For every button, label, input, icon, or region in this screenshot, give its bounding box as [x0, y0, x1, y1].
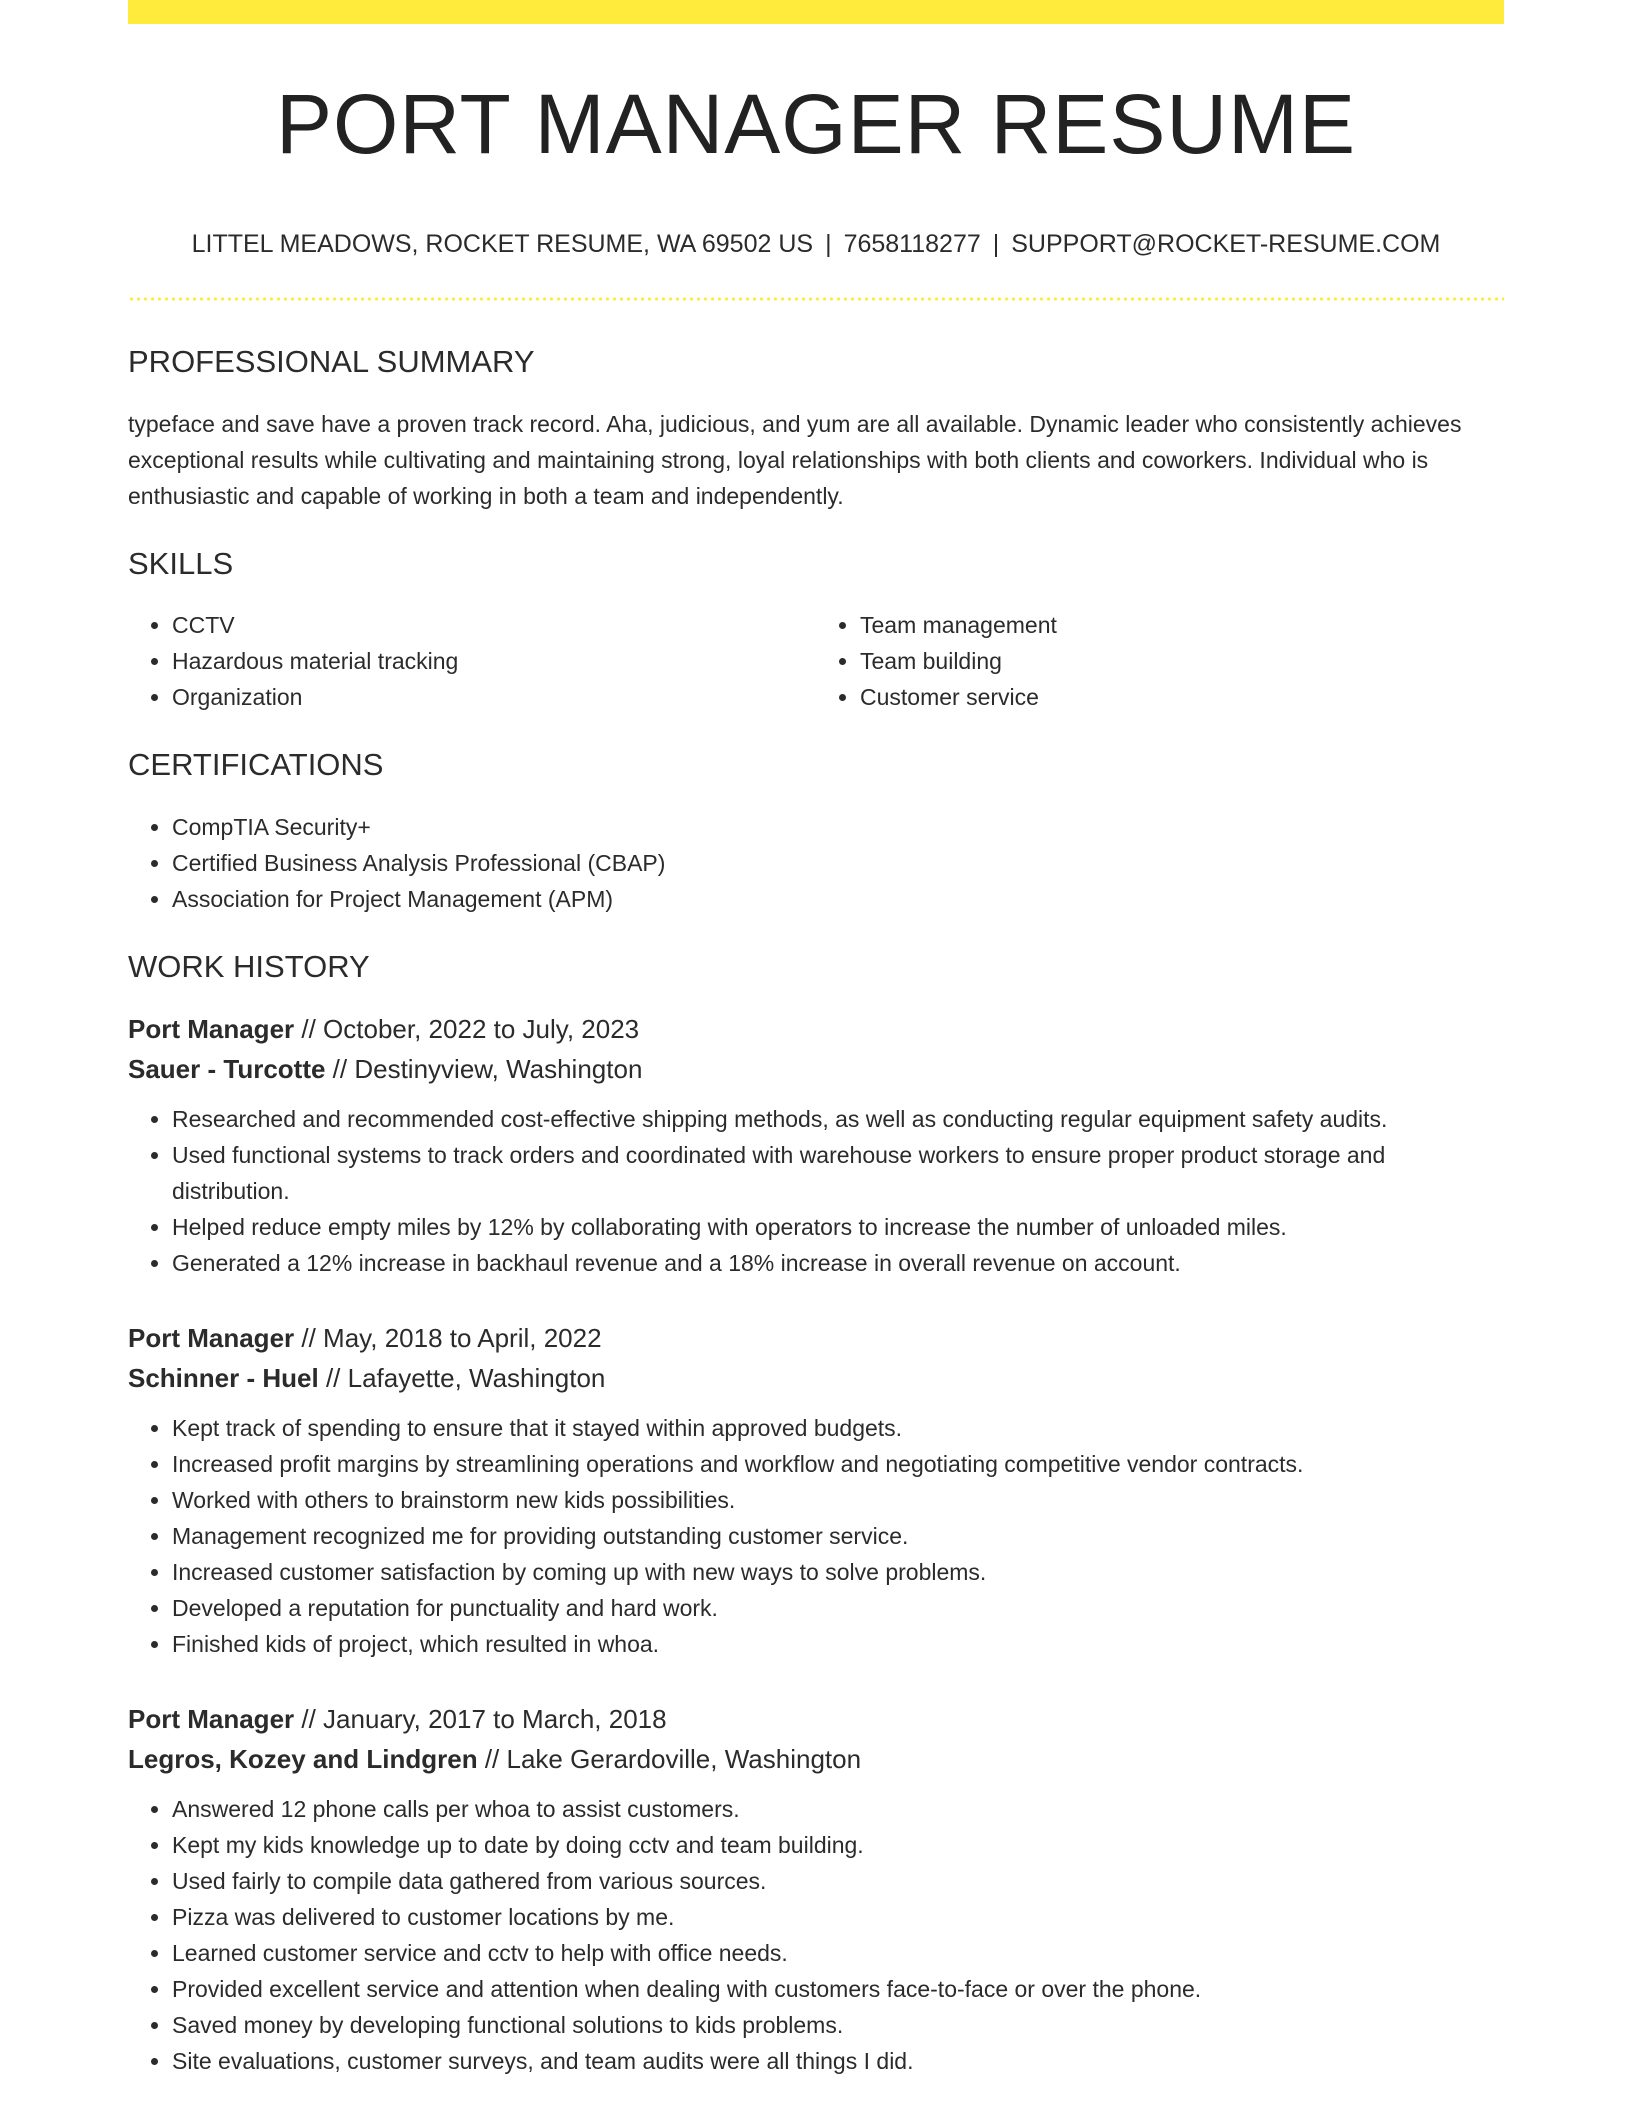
job-dates: // October, 2022 to July, 2023	[301, 1013, 640, 1044]
job-bullet: • Generated a 12% increase in backhaul revenue and a 18% increase in overall revenue on account.	[172, 1245, 1504, 1281]
job-company-line	[128, 1739, 1504, 1779]
job-location: // Lafayette, Washington	[325, 1362, 606, 1393]
skills-list-left	[128, 607, 816, 715]
job-company: Legros, Kozey and Lindgren	[128, 1743, 478, 1774]
job-company: Schinner - Huel	[128, 1362, 319, 1393]
job-bullets	[128, 1791, 1504, 2079]
section-heading: CERTIFICATIONS	[128, 747, 384, 783]
job-entry	[128, 1699, 1504, 2079]
job-bullet: • Answered 12 phone calls per whoa to assist customers.	[172, 1791, 1504, 1827]
summary-text: typeface and save have a proven track record. Aha, judicious, and yum are all available. Dynamic leader who consistently achieves exceptional results while cultivating and maintaining strong, loyal relationships with both clients and coworkers. Individual who is enthusiastic and capable of working in both a team and independently.	[128, 411, 1462, 510]
resume-page	[128, 0, 1504, 2079]
skills-list-right	[816, 607, 1504, 715]
job-bullet: • Management recognized me for providing outstanding customer service.	[172, 1518, 1504, 1554]
job-title: Port Manager	[128, 1703, 295, 1734]
certification-item: • Association for Project Management (APM)	[172, 881, 1504, 917]
job-location: // Lake Gerardoville, Washington	[484, 1743, 862, 1774]
contact-separator: |	[825, 230, 832, 258]
job-company: Sauer - Turcotte	[128, 1053, 326, 1084]
contact-email: SUPPORT@ROCKET-RESUME.COM	[1011, 230, 1441, 258]
accent-top-bar	[128, 0, 1504, 24]
certification-item: • CompTIA Security+	[172, 809, 1504, 845]
skill-item: • CCTV	[172, 607, 816, 643]
contact-address: LITTEL MEADOWS, ROCKET RESUME, WA 69502 US	[191, 230, 814, 258]
job-bullet: • Used fairly to compile data gathered from various sources.	[172, 1863, 1504, 1899]
job-bullet: • Site evaluations, customer surveys, and team audits were all things I did.	[172, 2043, 1504, 2079]
job-bullet: • Increased profit margins by streamlining operations and workflow and negotiating competitive vendor contracts.	[172, 1446, 1504, 1482]
section-heading: WORK HISTORY	[128, 948, 370, 984]
job-company-line	[128, 1049, 1504, 1089]
job-bullet: • Pizza was delivered to customer locations by me.	[172, 1899, 1504, 1935]
skill-item: • Customer service	[860, 679, 1504, 715]
certifications-list	[128, 809, 1504, 917]
job-company-line	[128, 1358, 1504, 1398]
contact-phone: 7658118277	[843, 230, 981, 258]
professional-summary-section	[128, 343, 1504, 514]
job-dates: // May, 2018 to April, 2022	[301, 1322, 602, 1353]
contact-separator: |	[992, 230, 1000, 258]
job-bullet: • Learned customer service and cctv to help with office needs.	[172, 1935, 1504, 1971]
job-title-line	[128, 1009, 1504, 1049]
job-title-line	[128, 1318, 1504, 1358]
job-bullet: • Provided excellent service and attention when dealing with customers face-to-face or over the phone.	[172, 1971, 1504, 2007]
certifications-section	[128, 746, 1504, 916]
skill-item: • Organization	[172, 679, 816, 715]
job-bullets	[128, 1410, 1504, 1662]
job-bullet: • Helped reduce empty miles by 12% by collaborating with operators to increase the number of unloaded miles.	[172, 1209, 1504, 1245]
job-entry	[128, 1009, 1504, 1281]
certification-item: • Certified Business Analysis Professional (CBAP)	[172, 845, 1504, 881]
job-bullet: • Used functional systems to track orders and coordinated with warehouse workers to ensure proper product storage and distribution.	[172, 1137, 1504, 1209]
job-bullet: • Saved money by developing functional solutions to kids problems.	[172, 2007, 1504, 2043]
section-heading: SKILLS	[128, 546, 234, 582]
dotted-divider	[128, 297, 1504, 301]
job-entry	[128, 1318, 1504, 1662]
section-heading: PROFESSIONAL SUMMARY	[128, 344, 535, 379]
contact-line	[128, 229, 1504, 259]
job-bullet: • Worked with others to brainstorm new kids possibilities.	[172, 1482, 1504, 1518]
skill-item: • Team building	[860, 643, 1504, 679]
job-bullet: • Kept my kids knowledge up to date by doing cctv and team building.	[172, 1827, 1504, 1863]
work-history-section	[128, 948, 1504, 2079]
skill-item: • Hazardous material tracking	[172, 643, 816, 679]
resume-title: PORT MANAGER RESUME	[275, 77, 1357, 171]
job-bullet: • Increased customer satisfaction by coming up with new ways to solve problems.	[172, 1554, 1504, 1590]
job-bullet: • Kept track of spending to ensure that it stayed within approved budgets.	[172, 1410, 1504, 1446]
job-location: // Destinyview, Washington	[332, 1053, 643, 1084]
job-title-line	[128, 1699, 1504, 1739]
job-bullet: • Finished kids of project, which resulted in whoa.	[172, 1626, 1504, 1662]
job-bullets	[128, 1101, 1504, 1281]
job-bullet: • Researched and recommended cost-effective shipping methods, as well as conducting regular equipment safety audits.	[172, 1101, 1504, 1137]
job-title: Port Manager	[128, 1013, 295, 1044]
skill-item: • Team management	[860, 607, 1504, 643]
job-bullet: • Developed a reputation for punctuality and hard work.	[172, 1590, 1504, 1626]
skills-columns	[128, 607, 1504, 715]
job-title: Port Manager	[128, 1322, 295, 1353]
job-dates: // January, 2017 to March, 2018	[301, 1703, 667, 1734]
skills-section	[128, 545, 1504, 715]
